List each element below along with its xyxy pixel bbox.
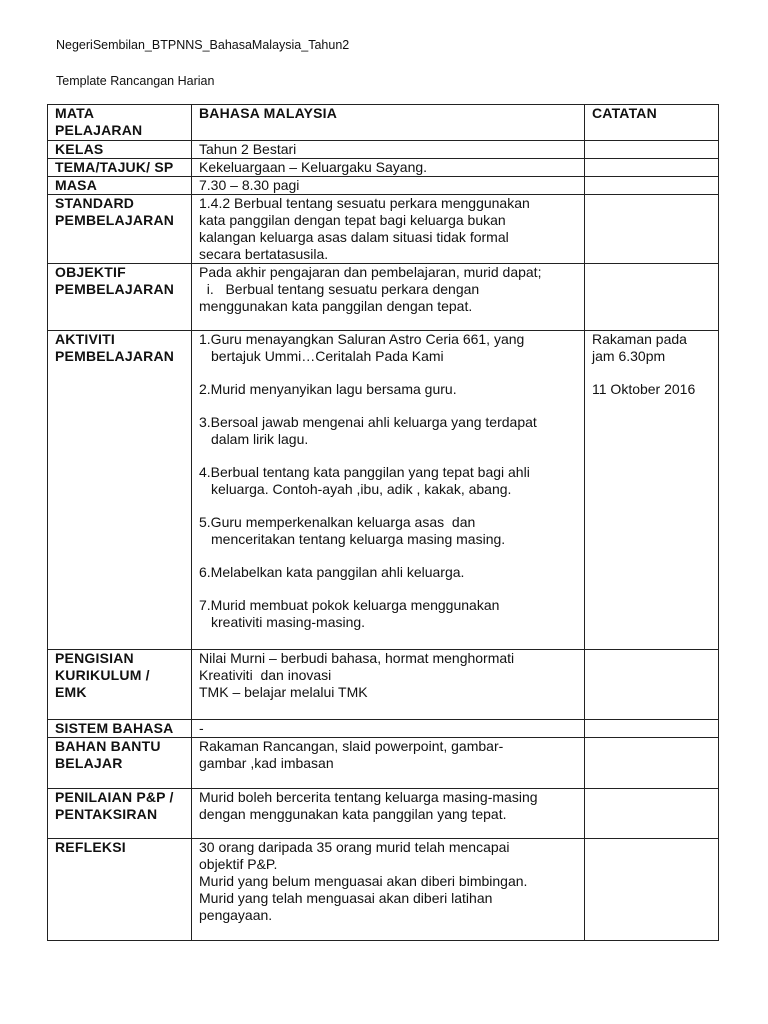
lesson-plan-table [47, 104, 719, 941]
row-tema [48, 159, 719, 177]
masa-catatan [585, 177, 719, 195]
row-pengisian [48, 650, 719, 720]
tema-catatan [585, 159, 719, 177]
sistem-bahasa-value: - [192, 720, 585, 738]
masa-value: 7.30 – 8.30 pagi [192, 177, 585, 195]
label-mata-pelajaran: MATA PELAJARAN [48, 105, 192, 141]
aktiviti-item-1: 1.Guru menayangkan Saluran Astro Ceria 661, yang [199, 331, 525, 347]
subject-value: BAHASA MALAYSIA [192, 105, 585, 141]
document-filename: NegeriSembilan_BTPNNS_BahasaMalaysia_Tahun2 [56, 38, 350, 52]
aktiviti-item-7: 7.Murid membuat pokok keluarga menggunakan [199, 597, 500, 613]
pengisian-catatan [585, 650, 719, 720]
aktiviti-item-3: 3.Bersoal jawab mengenai ahli keluarga yang terdapat [199, 414, 537, 430]
standard-catatan [585, 195, 719, 264]
aktiviti-item-1-cont: bertajuk Ummi…Ceritalah Pada Kami [211, 348, 444, 364]
row-kelas [48, 141, 719, 159]
sistem-bahasa-catatan [585, 720, 719, 738]
standard-value: 1.4.2 Berbual tentang sesuatu perkara menggunakan kata panggilan dengan tepat bagi keluarga bukan kalangan keluarga asas dalam situasi tidak formal secara bertatasusila. [192, 195, 585, 264]
label-sistem-bahasa: SISTEM BAHASA [48, 720, 192, 738]
objektif-value: Pada akhir pengajaran dan pembelajaran, murid dapat; i. Berbual tentang sesuatu perkara dengan menggunakan kata panggilan dengan tepat. [192, 264, 585, 331]
aktiviti-item-4-cont: keluarga. Contoh-ayah ,ibu, adik , kakak, abang. [211, 481, 512, 497]
aktiviti-item-2: 2.Murid menyanyikan lagu bersama guru. [199, 381, 457, 397]
label-tema: TEMA/TAJUK/ SP [48, 159, 192, 177]
objektif-catatan [585, 264, 719, 331]
aktiviti-item-6: 6.Melabelkan kata panggilan ahli keluarga. [199, 564, 465, 580]
row-standard [48, 195, 719, 264]
row-aktiviti [48, 331, 719, 650]
label-refleksi: REFLEKSI [48, 839, 192, 941]
bahan-bantu-catatan [585, 738, 719, 789]
label-objektif: OBJEKTIF PEMBELAJARAN [48, 264, 192, 331]
label-penilaian: PENILAIAN P&P / PENTAKSIRAN [48, 789, 192, 839]
kelas-catatan [585, 141, 719, 159]
aktiviti-item-7-cont: kreativiti masing-masing. [211, 614, 366, 630]
row-mata-pelajaran [48, 105, 719, 141]
aktiviti-item-4: 4.Berbual tentang kata panggilan yang tepat bagi ahli [199, 464, 530, 480]
document-subtitle: Template Rancangan Harian [56, 74, 215, 88]
label-aktiviti: AKTIVITI PEMBELAJARAN [48, 331, 192, 650]
catatan-header: CATATAN [585, 105, 719, 141]
pengisian-value: Nilai Murni – berbudi bahasa, hormat menghormati Kreativiti dan inovasi TMK – belajar melalui TMK [192, 650, 585, 720]
bahan-bantu-value: Rakaman Rancangan, slaid powerpoint, gambar- gambar ,kad imbasan [192, 738, 585, 789]
penilaian-value: Murid boleh bercerita tentang keluarga masing-masing dengan menggunakan kata panggilan yang tepat. [192, 789, 585, 839]
refleksi-value: 30 orang daripada 35 orang murid telah mencapai objektif P&P. Murid yang belum menguasai akan diberi bimbingan. Murid yang telah menguasai akan diberi latihan pengayaan. [192, 839, 585, 941]
tema-value: Kekeluargaan – Keluargaku Sayang. [192, 159, 585, 177]
kelas-value: Tahun 2 Bestari [192, 141, 585, 159]
label-kelas: KELAS [48, 141, 192, 159]
row-penilaian [48, 789, 719, 839]
row-objektif [48, 264, 719, 331]
label-pengisian: PENGISIAN KURIKULUM / EMK [48, 650, 192, 720]
label-bahan-bantu: BAHAN BANTU BELAJAR [48, 738, 192, 789]
aktiviti-catatan: Rakaman pada jam 6.30pm 11 Oktober 2016 [585, 331, 719, 650]
label-standard: STANDARD PEMBELAJARAN [48, 195, 192, 264]
row-refleksi [48, 839, 719, 941]
aktiviti-item-5: 5.Guru memperkenalkan keluarga asas dan [199, 514, 476, 530]
aktiviti-item-5-cont: menceritakan tentang keluarga masing masing. [211, 531, 506, 547]
row-bahan-bantu [48, 738, 719, 789]
row-sistem-bahasa [48, 720, 719, 738]
aktiviti-list [192, 331, 585, 650]
aktiviti-item-3-cont: dalam lirik lagu. [211, 431, 309, 447]
row-masa [48, 177, 719, 195]
penilaian-catatan [585, 789, 719, 839]
refleksi-catatan [585, 839, 719, 941]
label-masa: MASA [48, 177, 192, 195]
